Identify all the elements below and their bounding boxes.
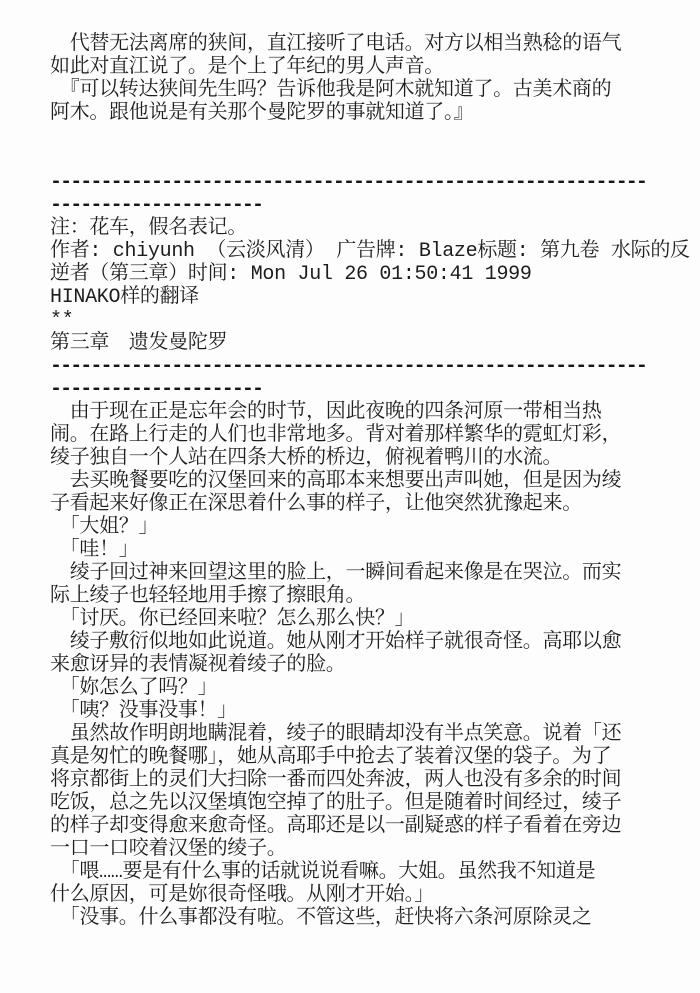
paragraph-line: 去买晚餐要吃的汉堡回来的高耶本来想要出声叫她，但是因为绫 [50,470,622,493]
paragraph-line: 吃饭，总之先以汉堡填饱空掉了的肚子。但是随着时间经过，绫子 [50,792,622,815]
paragraph-line: 绫子独自一个人站在四条大桥的桥边，俯视着鸭川的水流。 [50,447,563,470]
separator-line: --------------------- [50,378,263,401]
paragraph-line: 闹。在路上行走的人们也非常地多。背对着那样繁华的霓虹灯彩， [50,424,622,447]
paragraph-line: 如此对直江说了。是个上了年纪的男人声音。 [50,56,444,79]
paragraph-line: 的样子却变得愈来愈奇怪。高耶还是以一副疑惑的样子看着在旁边 [50,815,622,838]
paragraph-line: 代替无法离席的狭间，直江接听了电话。对方以相当熟稔的语气 [50,33,622,56]
dialogue-line: 「妳怎么了吗？」 [50,677,218,700]
dialogue-line: 「大姐？」 [50,516,159,539]
blank-line [50,125,700,148]
dialogue-line: 「咦？没事没事！」 [50,700,237,723]
paragraph-line: 绫子回过神来回望这里的脸上，一瞬间看起来像是在哭泣。而实 [50,562,622,585]
paragraph-line: 由于现在正是忘年会的时节，因此夜晚的四条河原一带相当热 [50,401,602,424]
dialogue-line: 什么原因，可是妳很奇怪哦。从刚才开始。」 [50,884,434,907]
dialogue-line: 「讨厌。你已经回来啦？怎么那么快？」 [50,608,415,631]
note-line: 注：花车，假名表记。 [50,217,247,240]
paragraph-line: 虽然故作明朗地瞒混着，绫子的眼睛却没有半点笑意。说着「还 [50,723,622,746]
dialogue-line: 「哇！」 [50,539,139,562]
translator-line: HINAKO样的翻译 [50,286,200,309]
separator-line: ----------------------------------------------------------- [50,171,647,194]
paragraph-line: 际上绫子也轻轻地用手擦了擦眼角。 [50,585,366,608]
separator-line: --------------------- [50,194,263,217]
paragraph-line: 将京都街上的灵们大扫除一番而四处奔波，两人也没有多余的时间 [50,769,622,792]
separator-line: ----------------------------------------------------------- [50,355,647,378]
dialogue-line: 「喂……要是有什么事的话就说说看嘛。大姐。虽然我不知道是 [50,861,596,884]
document-text [50,33,700,930]
paragraph-line: 阿木。跟他说是有关那个曼陀罗的事就知道了。』 [50,102,474,125]
blank-line [50,148,700,171]
paragraph-line: 一口一口咬着汉堡的绫子。 [50,838,287,861]
dialogue-line: 「没事。什么事都没有啦。不管这些，赶快将六条河原除灵之 [50,907,592,930]
paragraph-line: 子看起来好像正在深思着什么事的样子，让他突然犹豫起来。 [50,493,582,516]
paragraph-line: 真是匆忙的晚餐哪」，她从高耶手中抢去了装着汉堡的袋子。为了 [50,746,612,769]
paragraph-line: 绫子敷衍似地如此说道。她从刚才开始样子就很奇怪。高耶以愈 [50,631,622,654]
paragraph-line: 来愈讶异的表情凝视着绫子的脸。 [50,654,346,677]
paragraph-line: 『可以转达狭间先生吗？告诉他我是阿木就知道了。古美术商的 [50,79,612,102]
stars-line: ** [50,309,74,332]
chapter-title: 第三章 遗发曼陀罗 [50,332,228,355]
author-line: 逆者（第三章）时间: Mon Jul 26 01:50:41 1999 [50,263,532,286]
author-line: 作者: chiyunh （云淡风清） 广告牌: Blaze标题: 第九卷 水际的反 [50,240,690,263]
